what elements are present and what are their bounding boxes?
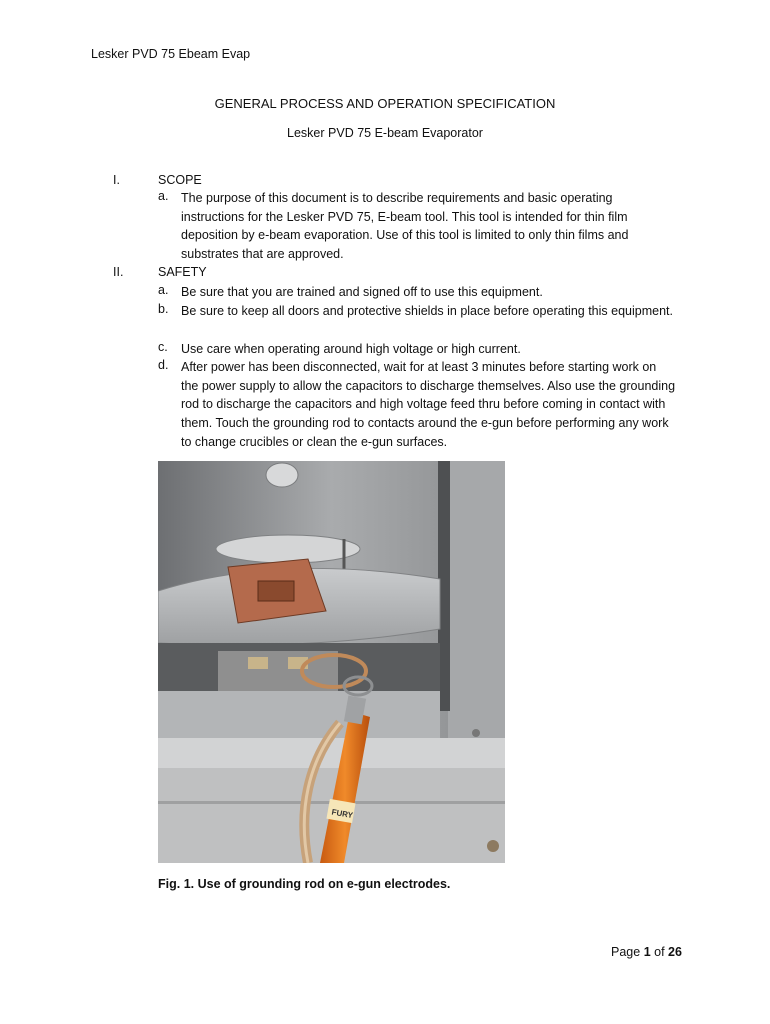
document-subtitle: Lesker PVD 75 E-beam Evaporator [287, 126, 483, 140]
item-text: Be sure to keep all doors and protective shields in place before operating this equipment. [181, 304, 673, 318]
item-text: After power has been disconnected, wait for at least 3 minutes before starting work on the power supply to allow the capacitors to discharge themselves. Also use the grounding rod to discharge the capacitors and high voltage feed thru before coming in contact with them. Touch the grounding rod to contacts around the e-gun before performing any work to change crucibles or clean the e-gun surfaces. [181, 360, 676, 449]
item-text: Be sure that you are trained and signed off to use this equipment. [181, 285, 543, 299]
total-pages: 26 [668, 945, 682, 959]
page-footer [611, 945, 682, 959]
figure-photo [158, 461, 505, 863]
section-title: SCOPE [158, 173, 202, 187]
section-number: II. [113, 265, 124, 279]
figure-caption: Fig. 1. Use of grounding rod on e-gun electrodes. [158, 877, 451, 891]
item-letter: a. [158, 283, 169, 297]
of-label: of [654, 945, 665, 959]
section-title: SAFETY [158, 265, 207, 279]
item-text: The purpose of this document is to describe requirements and basic operating instructions for the Lesker PVD 75, E-beam tool. This tool is intended for thin film deposition by e-beam evaporation. Use of this tool is limited to only thin films and substrates that are approved. [181, 191, 629, 262]
document-title: GENERAL PROCESS AND OPERATION SPECIFICATION [214, 96, 556, 111]
item-letter: a. [158, 189, 169, 203]
item-text: Use care when operating around high voltage or high current. [181, 342, 521, 356]
item-letter: c. [158, 340, 168, 354]
item-letter: b. [158, 302, 169, 316]
section-number: I. [113, 173, 120, 187]
item-letter: d. [158, 358, 169, 372]
chamber-photo-illustration [158, 461, 505, 863]
page-number: 1 [643, 945, 651, 959]
rod-label-text: FURY [330, 807, 354, 821]
running-header: Lesker PVD 75 Ebeam Evap [91, 47, 251, 61]
page-label: Page [611, 945, 641, 959]
